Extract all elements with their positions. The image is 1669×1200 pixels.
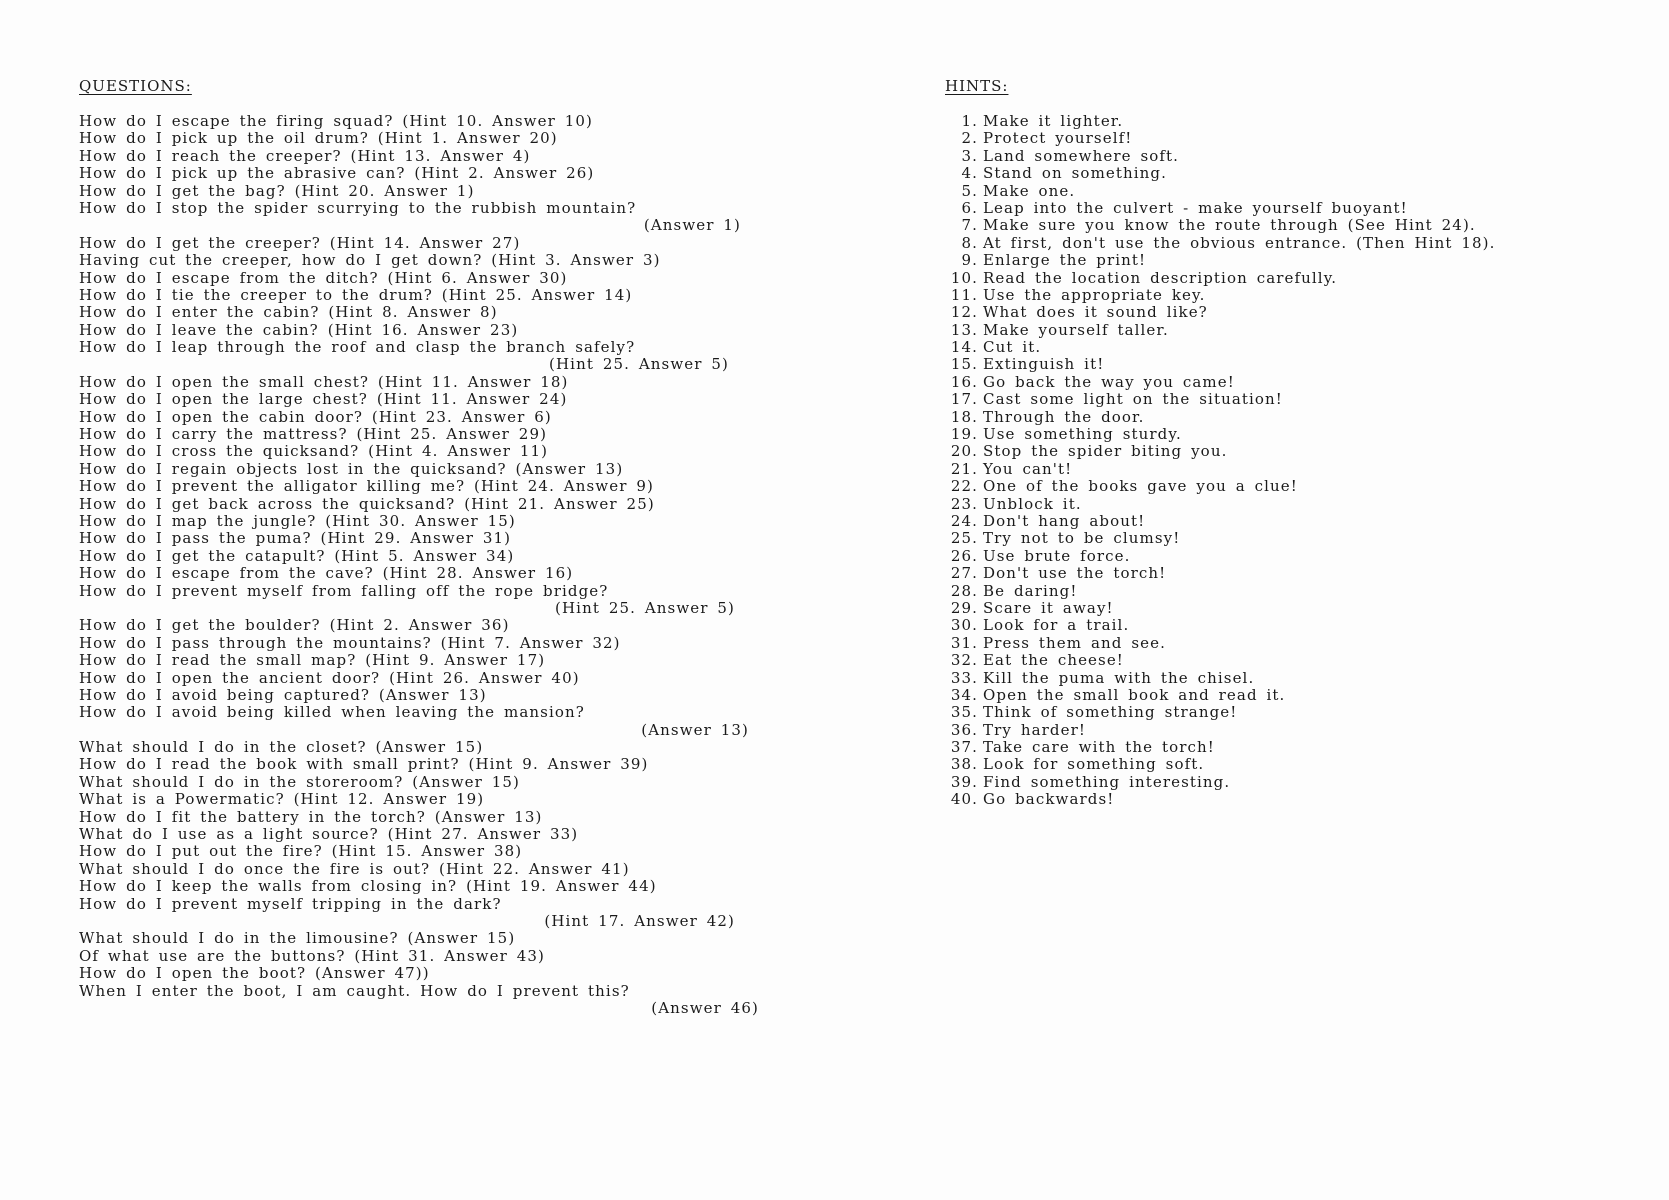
question-line: How do I tie the creeper to the drum? (Hint 25. Answer 14) [79,285,633,304]
question-reference: (Answer 46) [651,998,759,1017]
question-line: How do I get the creeper? (Hint 14. Answer 27) [79,233,521,252]
hint-item [945,235,1585,252]
hint-item [945,391,1585,408]
question-line: How do I open the large chest? (Hint 11. Answer 24) [79,390,568,409]
question-line: How do I prevent myself tripping in the dark? [79,894,502,913]
hint-number: 24. [950,511,978,530]
hint-item [945,148,1585,165]
hint-item [945,652,1585,669]
hint-text: Unblock it. [983,494,1082,513]
hints-column [945,78,1585,809]
question-line: How do I cross the quicksand? (Hint 4. Answer 11) [79,442,549,461]
question-reference: (Answer 1) [643,216,741,235]
hint-number: 10. [950,268,978,287]
hint-number: 39. [950,772,978,791]
hint-item [945,426,1585,443]
hint-text: One of the books gave you a clue! [983,477,1298,496]
hint-text: Through the door. [983,407,1145,426]
hint-number: 26. [950,546,978,565]
hint-item [945,443,1585,460]
hint-text: Look for something soft. [983,755,1205,774]
hint-text: Use the appropriate key. [983,285,1206,304]
hint-text: Find something interesting. [983,772,1231,791]
hint-item [945,304,1585,321]
question-line: How do I pick up the abrasive can? (Hint 2. Answer 26) [79,164,595,183]
question-line: How do I avoid being captured? (Answer 13) [79,685,487,704]
hint-number: 27. [950,564,978,583]
hint-item [945,739,1585,756]
hint-number: 36. [950,720,978,739]
question-reference: (Hint 25. Answer 5) [555,598,735,617]
hint-text: Cast some light on the situation! [983,390,1283,409]
hint-text: You can't! [983,459,1073,478]
hint-text: Think of something strange! [983,703,1238,722]
hint-item [945,791,1585,808]
hint-item [945,478,1585,495]
question-line: What should I do in the closet? (Answer 15) [79,738,484,757]
question-line: How do I escape the firing squad? (Hint 10. Answer 10) [79,112,593,130]
hint-number: 4. [961,164,978,183]
hint-text: Read the location description carefully. [983,268,1338,287]
hint-item [945,322,1585,339]
question-line: How do I escape from the cave? (Hint 28. Answer 16) [79,564,574,583]
hint-text: Try harder! [983,720,1086,739]
question-line: How do I fit the battery in the torch? (Answer 13) [79,807,543,826]
hint-number: 20. [950,442,978,461]
question-line: How do I read the book with small print? (Hint 9. Answer 39) [79,755,649,774]
question-line: How do I enter the cabin? (Hint 8. Answer 8) [79,303,498,322]
hint-item [945,635,1585,652]
hint-number: 38. [950,755,978,774]
hint-number: 25. [950,529,978,548]
hint-item [945,461,1585,478]
hint-number: 19. [950,425,978,444]
hint-number: 31. [950,633,978,652]
hint-item [945,339,1585,356]
hint-text: Try not to be clumsy! [983,529,1181,548]
hint-text: Eat the cheese! [983,651,1124,670]
hint-item [945,356,1585,373]
hint-number: 23. [950,494,978,513]
hint-number: 22. [950,477,978,496]
question-line: How do I reach the creeper? (Hint 13. Answer 4) [79,146,531,165]
question-line: How do I open the small chest? (Hint 11. Answer 18) [79,372,569,391]
hint-number: 28. [950,581,978,600]
question-reference: (Answer 13) [641,720,749,739]
hint-item [945,130,1585,147]
question-line: What should I do once the fire is out? (Hint 22. Answer 41) [79,859,630,878]
hint-item [945,409,1585,426]
hint-text: Open the small book and read it. [983,685,1286,704]
hint-text: Look for a trail. [983,616,1130,635]
hint-item [945,287,1585,304]
question-line: How do I get back across the quicksand? (Hint 21. Answer 25) [79,494,655,513]
hint-number: 29. [950,598,978,617]
question-line: How do I get the boulder? (Hint 2. Answer 36) [79,616,510,635]
question-line: How do I pass through the mountains? (Hint 7. Answer 32) [79,633,621,652]
hint-number: 14. [950,338,978,357]
hint-number: 12. [950,303,978,322]
hint-text: Enlarge the print! [983,251,1147,270]
hint-item [945,165,1585,182]
hints-list [945,113,1585,809]
questions-heading: QUESTIONS: [79,77,192,95]
hint-text: Press them and see. [983,633,1166,652]
question-line: How do I keep the walls from closing in? (Hint 19. Answer 44) [79,877,657,896]
hint-text: Take care with the torch! [983,738,1215,757]
hint-number: 32. [950,651,978,670]
hint-item [945,530,1585,547]
hint-item [945,756,1585,773]
hint-item [945,722,1585,739]
question-line: How do I avoid being killed when leaving the mansion? [79,703,585,722]
question-line: What should I do in the storeroom? (Answer 15) [79,772,520,791]
question-line: How do I open the cabin door? (Hint 23. Answer 6) [79,407,552,426]
hint-item [945,270,1585,287]
hint-number: 11. [950,285,978,304]
question-line: How do I regain objects lost in the quicksand? (Answer 13) [79,459,624,478]
questions-list [79,113,759,1017]
hint-number: 1. [961,112,978,130]
hint-number: 2. [961,129,978,148]
question-line: How do I read the small map? (Hint 9. Answer 17) [79,651,546,670]
hint-number: 35. [950,703,978,722]
hint-text: Use something sturdy. [983,425,1182,444]
hint-text: Land somewhere soft. [983,146,1180,165]
question-line: How do I pass the puma? (Hint 29. Answer 31) [79,529,512,548]
hint-number: 6. [961,198,978,217]
hint-item [945,600,1585,617]
hint-number: 16. [950,372,978,391]
hint-number: 37. [950,738,978,757]
hint-number: 18. [950,407,978,426]
question-line: When I enter the boot, I am caught. How do I prevent this? [79,981,630,1000]
hint-text: Scare it away! [983,598,1114,617]
question-line: How do I get the catapult? (Hint 5. Answer 34) [79,546,515,565]
hint-item [945,583,1585,600]
question-line: How do I carry the mattress? (Hint 25. Answer 29) [79,425,548,444]
question-line: Of what use are the buttons? (Hint 31. Answer 43) [79,946,545,965]
hint-number: 15. [950,355,978,374]
hint-item [945,217,1585,234]
heading-spacer [79,96,759,114]
hint-text: Use brute force. [983,546,1131,565]
hint-item [945,374,1585,391]
hint-number: 30. [950,616,978,635]
hint-number: 9. [961,251,978,270]
question-line: Having cut the creeper, how do I get down? (Hint 3. Answer 3) [79,251,661,270]
hint-item [945,617,1585,634]
question-line: How do I get the bag? (Hint 20. Answer 1) [79,181,475,200]
hint-text: Stop the spider biting you. [983,442,1228,461]
question-line: How do I leave the cabin? (Hint 16. Answer 23) [79,320,519,339]
hint-number: 13. [950,320,978,339]
hint-text: Leap into the culvert - make yourself buoyant! [983,198,1408,217]
question-line: What should I do in the limousine? (Answer 15) [79,929,516,948]
question-line: How do I map the jungle? (Hint 30. Answer 15) [79,511,516,530]
question-line: How do I stop the spider scurrying to the rubbish mountain? [79,198,637,217]
hint-item [945,200,1585,217]
question-line: How do I prevent myself from falling off the rope bridge? [79,581,609,600]
question-reference: (Hint 17. Answer 42) [544,911,735,930]
question-line: How do I pick up the oil drum? (Hint 1. Answer 20) [79,129,558,148]
question-line: How do I leap through the roof and clasp the branch safely? [79,338,636,357]
hint-item [945,183,1585,200]
hint-text: Go back the way you came! [983,372,1235,391]
hint-item [945,670,1585,687]
hint-text: Protect yourself! [983,129,1133,148]
question-line: How do I open the ancient door? (Hint 26. Answer 40) [79,668,580,687]
hint-text: What does it sound like? [983,303,1208,322]
hint-text: Make one. [983,181,1076,200]
question-line: How do I put out the fire? (Hint 15. Answer 38) [79,842,523,861]
hint-text: Go backwards! [983,790,1115,809]
hint-text: Make yourself taller. [983,320,1169,339]
hint-item [945,513,1585,530]
hint-text: Stand on something. [983,164,1167,183]
hint-item [945,496,1585,513]
question-reference: (Hint 25. Answer 5) [549,355,729,374]
hint-text: At first, don't use the obvious entrance. (Then Hint 18). [983,233,1496,252]
question-line: What is a Powermatic? (Hint 12. Answer 19) [79,790,485,809]
hint-text: Extinguish it! [983,355,1105,374]
hint-item [945,113,1585,130]
hint-item [945,704,1585,721]
hint-item [945,774,1585,791]
hint-item [945,565,1585,582]
hint-text: Don't hang about! [983,511,1146,530]
hint-number: 17. [950,390,978,409]
question-line: How do I open the boot? (Answer 47)) [79,964,430,983]
hint-number: 5. [961,181,978,200]
hint-number: 3. [961,146,978,165]
questions-column [79,78,759,1017]
hint-number: 40. [950,790,978,809]
hint-text: Make sure you know the route through (See Hint 24). [983,216,1476,235]
hints-heading: HINTS: [945,77,1009,95]
hint-text: Be daring! [983,581,1078,600]
hint-text: Kill the puma with the chisel. [983,668,1255,687]
hint-number: 7. [961,216,978,235]
hint-text: Don't use the torch! [983,564,1167,583]
hint-text: Make it lighter. [983,112,1124,130]
question-line: How do I escape from the ditch? (Hint 6. Answer 30) [79,268,568,287]
hint-item [945,687,1585,704]
hint-item [945,548,1585,565]
heading-spacer [945,96,1585,114]
hint-number: 21. [950,459,978,478]
hint-text: Cut it. [983,338,1042,357]
hint-number: 34. [950,685,978,704]
question-line: What do I use as a light source? (Hint 27. Answer 33) [79,825,579,844]
hint-number: 8. [961,233,978,252]
hint-item [945,252,1585,269]
hint-number: 33. [950,668,978,687]
question-line: How do I prevent the alligator killing me? (Hint 24. Answer 9) [79,477,654,496]
